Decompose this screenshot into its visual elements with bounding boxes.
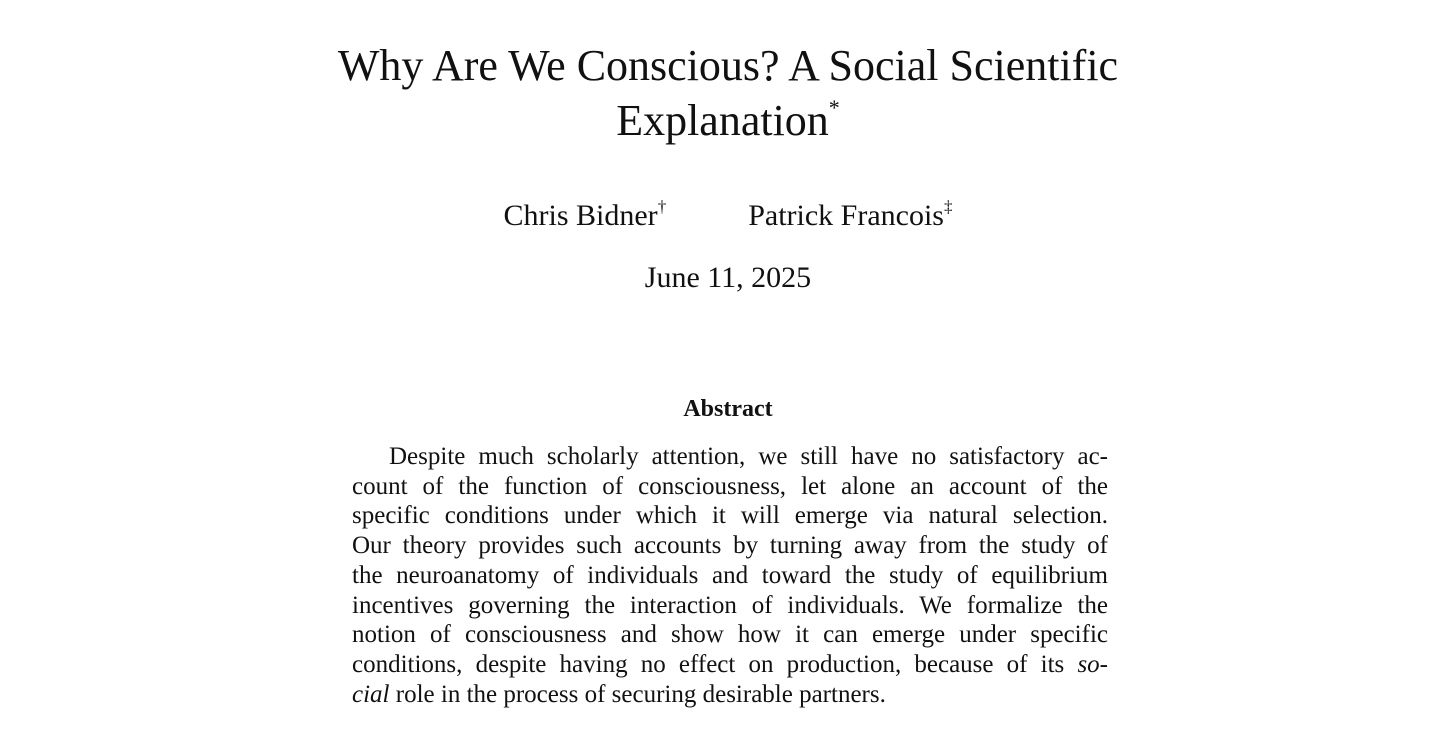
abstract-line [352, 650, 1108, 680]
abstract-line-text: conditions, despite having no effect on production, because of its [352, 650, 1065, 678]
author-1-name: Chris Bidner [503, 199, 658, 232]
abstract-italic-word: cial [352, 680, 390, 708]
abstract-line: Despite much scholarly attention, we still have no satisfactory ac- [389, 443, 1108, 470]
title-line-2-text: Explanation [616, 96, 829, 145]
abstract-line: notion of consciousness and show how it can emerge under specific [352, 621, 1108, 649]
abstract-body [352, 442, 1108, 709]
author-list [0, 196, 1456, 236]
author-2 [748, 196, 952, 236]
abstract-line: incentives governing the interaction of individuals. We formalize the [352, 591, 1108, 619]
author-1 [504, 196, 667, 236]
abstract-line: specific conditions under which it will emerge via natural selection. [352, 502, 1108, 530]
title-line-2 [228, 93, 1228, 148]
paper-title [228, 38, 1228, 148]
author-1-footnote-mark: † [657, 197, 667, 216]
title-footnote-mark: * [828, 95, 840, 120]
abstract-line: the neuroanatomy of individuals and toward the study of equilibrium [352, 561, 1108, 589]
abstract-line [352, 680, 1108, 710]
abstract-line: count of the function of consciousness, let alone an account of the [352, 472, 1108, 500]
abstract-line-text: role in the process of securing desirable partners. [395, 680, 886, 708]
abstract-line: Our theory provides such accounts by turning away from the study of [352, 532, 1108, 560]
paper-date: June 11, 2025 [644, 261, 812, 294]
abstract-italic-word: so- [1077, 650, 1109, 678]
author-2-name: Patrick Francois [748, 199, 944, 232]
abstract-heading: Abstract [683, 396, 773, 422]
author-2-footnote-mark: ‡ [943, 197, 953, 216]
title-line-1: Why Are We Conscious? A Social Scientific [337, 41, 1119, 90]
